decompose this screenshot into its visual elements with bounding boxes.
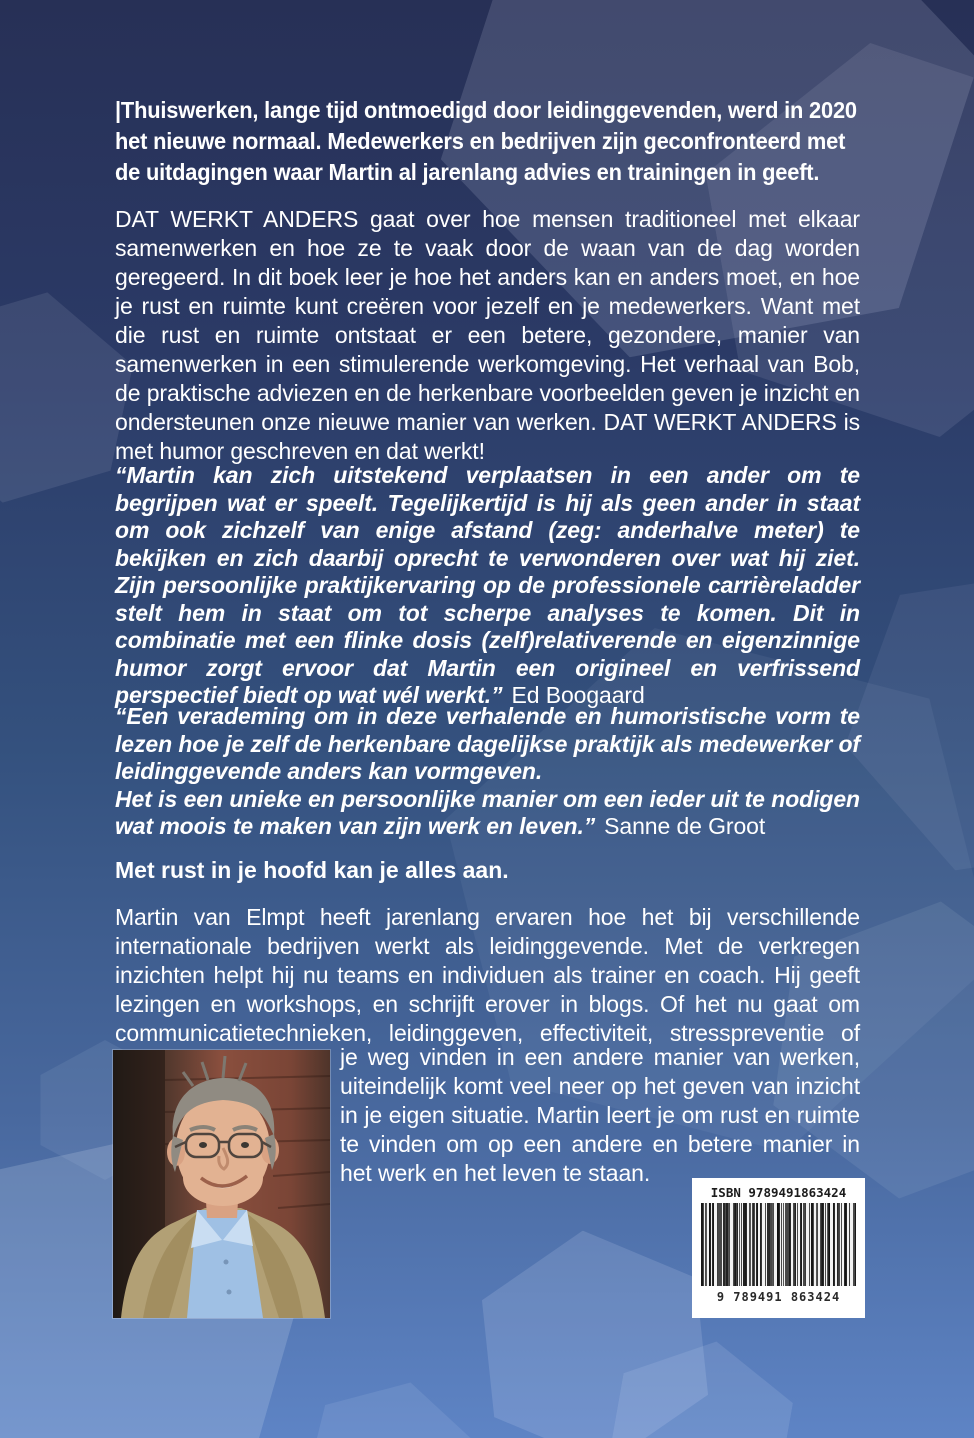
hexagon-decoration: [458, 1218, 731, 1438]
barcode-stripes: [701, 1203, 856, 1286]
quote-text-line2: Het is een unieke en persoonlijke manier om een ieder uit te nodigen wat moois te maken van zijn werk en leven.”: [115, 785, 860, 839]
quote-attribution: Sanne de Groot: [604, 813, 766, 839]
intro-paragraph: |Thuiswerken, lange tijd ontmoedigd door leidinggevenden, werd in 2020 het nieuwe normaal. Medewerkers en bedrijven zijn geconfronteerd met de uitdagingen waar Martin al jarenlang advies en trainingen in geeft.: [115, 97, 857, 185]
quote-attribution: Ed Boogaard: [511, 682, 645, 708]
barcode-panel: [692, 1178, 865, 1318]
hexagon-decoration: [282, 1361, 498, 1438]
author-portrait-illustration: [113, 1050, 330, 1318]
author-bio-paragraph: Martin van Elmpt heeft jarenlang ervaren hoe het bij verschillende internationale bedrijven werkt als leidinggevende. Met de verkregen inzichten helpt hij nu teams en individuen als trainer en coach. Hij geeft lezingen en workshops, en schrijft erover in blogs. Of het nu gaat om communicatietechnieken, leidinggeven, effectiviteit, stresspreventie of: [115, 904, 860, 1046]
author-photo: [113, 1050, 330, 1318]
isbn-label: ISBN 9789491863424: [710, 1185, 847, 1200]
review-quote-ed-boogaard: [115, 462, 860, 710]
book-description-paragraph: DAT WERKT ANDERS gaat over hoe mensen traditioneel met elkaar samenwerken en hoe ze te vaak door de waan van de dag worden geregeerd. In dit boek leer je hoe het anders kan en anders moet, en hoe je rust en ruimte kunt creëren voor jezelf en je medewerkers. Want met die rust en ruimte ontstaat er een betere, gezondere, manier van samenwerken in een stimulerende werkomgeving. Het verhaal van Bob, de praktische adviezen en de herkenbare voorbeelden geven je inzicht en ondersteunen onze nieuwe manier van werken. DAT WERKT ANDERS is met humor geschreven en dat werkt!: [115, 206, 860, 464]
tagline: Met rust in je hoofd kan je alles aan.: [115, 857, 509, 883]
quote-text-line1: “Een verademing om in deze verhalende en humoristische vorm te lezen hoe je zelf de herkenbare dagelijkse praktijk als medewerker of leidinggevende anders kan vormgeven.: [115, 703, 860, 784]
review-quote-sanne-de-groot: [115, 703, 860, 841]
ean-number: 9 789491 863424: [716, 1290, 841, 1304]
author-bio-continued: je weg vinden in een andere manier van werken, uiteindelijk komt veel neer op het geven van inzicht in je eigen situatie. Martin leert je om rust en ruimte te vinden om op een andere en betere manier in het werk en het leven te staan.: [340, 1044, 860, 1186]
quote-text: “Martin kan zich uitstekend verplaatsen in een ander om te begrijpen wat er speelt. Tegelijkertijd is hij als geen ander in staat om ook zichzelf van enige afstand (zeg: anderhalve meter) te bekijken en zich daarbij oprecht te verwonderen over wat hij ziet. Zijn persoonlijke praktijkervaring op de professionele carrièreladder stelt hem in staat om tot scherpe analyses te komen. Dit in combinatie met een flinke dosis (zelf)relativerende en eigenzinnige humor zorgt ervoor dat Martin een origineel en verfrissend perspectief biedt op wat wél werkt.”: [115, 462, 860, 708]
hexagon-decoration: [585, 1324, 815, 1438]
